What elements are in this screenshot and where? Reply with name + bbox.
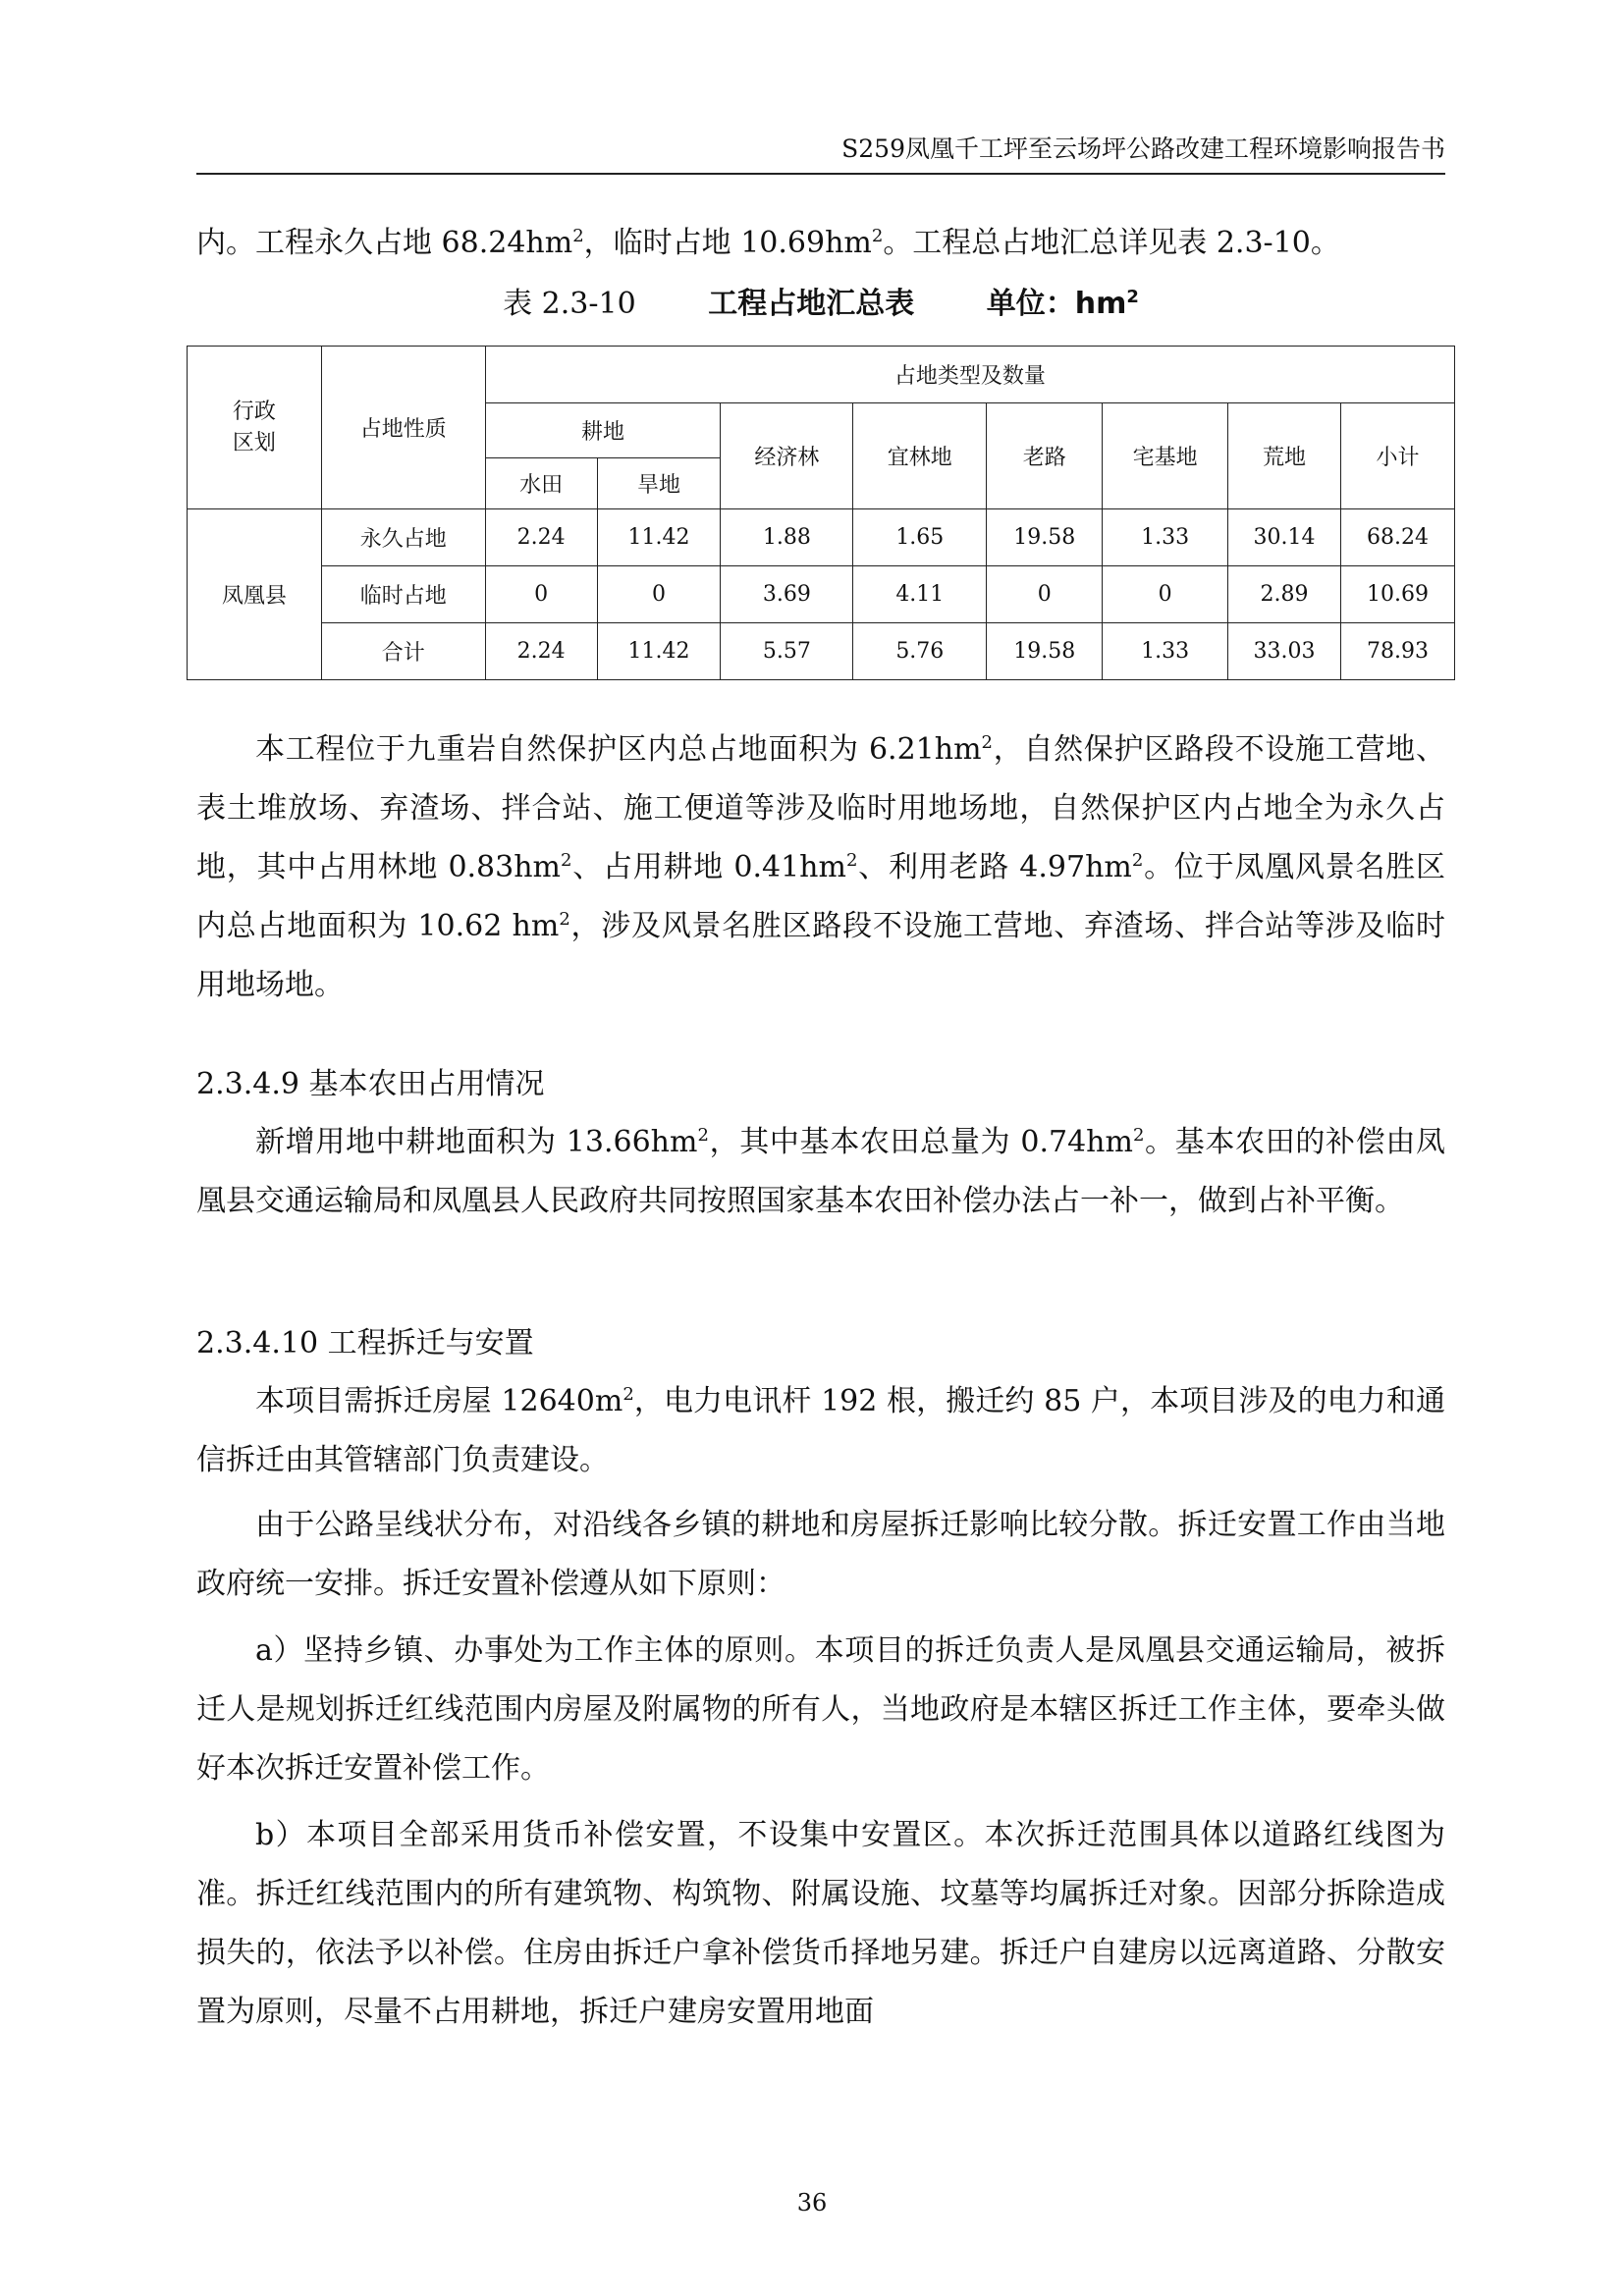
header-forestable-land: 宜林地: [853, 403, 987, 509]
page-number: 36: [796, 2189, 828, 2216]
value-cell: 1.65: [853, 509, 987, 566]
table-number: 表 2.3-10: [503, 287, 636, 321]
table-row: [188, 623, 1455, 680]
value-cell: 2.24: [485, 509, 597, 566]
value-cell: 3.69: [721, 566, 853, 623]
value-cell: 78.93: [1340, 623, 1454, 680]
table-row: [188, 566, 1455, 623]
value-cell: 11.42: [597, 623, 721, 680]
paragraph-principle-b: b）本项目全部采用货币补偿安置，不设集中安置区。本次拆迁范围具体以道路红线图为准。拆迁红线范围内的所有建筑物、构筑物、附属设施、坟墓等均属拆迁对象。因部分拆除造成损失的，依法予以补偿。住房由拆迁户拿补偿货币择地另建。拆迁户自建房以远离道路、分散安置为原则，尽量不占用耕地，拆迁户建房安置用地面: [196, 1818, 1445, 2029]
intro-paragraph: 内。工程永久占地 $68.24hm^2$，临时占地 $10.69hm^2$。工程总占地汇总详见表 2.3-10。: [196, 226, 1340, 260]
table-unit: 单位：$hm^2$: [986, 287, 1139, 321]
value-cell: 4.11: [853, 566, 987, 623]
header-land-types: 占地类型及数量: [485, 347, 1454, 403]
table-row: [188, 509, 1455, 566]
value-cell: 68.24: [1340, 509, 1454, 566]
value-cell: 11.42: [597, 509, 721, 566]
land-occupation-table: [187, 346, 1455, 680]
header-region: 行政 区划: [188, 347, 322, 509]
page-header: [196, 110, 1445, 175]
nature-cell: 永久占地: [321, 509, 485, 566]
value-cell: 30.14: [1228, 509, 1341, 566]
section-heading-relocation: 2.3.4.10 工程拆迁与安置: [196, 1326, 534, 1361]
paragraph-principle-a: a）坚持乡镇、办事处为工作主体的原则。本项目的拆迁负责人是凤凰县交通运输局，被拆迁人是规划拆迁红线范围内房屋及附属物的所有人，当地政府是本辖区拆迁工作主体，要牵头做好本次拆迁安置补偿工作。: [196, 1633, 1445, 1786]
value-cell: 1.88: [721, 509, 853, 566]
value-cell: 1.33: [1103, 509, 1228, 566]
header-title: S259凤凰千工坪至云场坪公路改建工程环境影响报告书: [841, 134, 1445, 163]
paragraph-relocation-principles: 由于公路呈线状分布，对沿线各乡镇的耕地和房屋拆迁影响比较分散。拆迁安置工作由当地政府统一安排。拆迁安置补偿遵从如下原则：: [196, 1508, 1445, 1601]
paragraph-farmland: 新增用地中耕地面积为 $13.66hm^2$，其中基本农田总量为 $0.74hm^2$。基本农田的补偿由凤凰县交通运输局和凤凰县人民政府共同按照国家基本农田补偿办法占一补一，做到占补平衡。: [196, 1125, 1445, 1218]
value-cell: 2.89: [1228, 566, 1341, 623]
header-old-road: 老路: [987, 403, 1103, 509]
header-nature: 占地性质: [321, 347, 485, 509]
value-cell: 5.76: [853, 623, 987, 680]
header-paddy: 水田: [485, 458, 597, 509]
value-cell: 0: [987, 566, 1103, 623]
value-cell: 0: [485, 566, 597, 623]
header-farmland: 耕地: [485, 403, 721, 458]
value-cell: 19.58: [987, 623, 1103, 680]
value-cell: 2.24: [485, 623, 597, 680]
region-cell: 凤凰县: [188, 509, 322, 680]
header-subtotal: 小计: [1340, 403, 1454, 509]
header-wasteland: 荒地: [1228, 403, 1341, 509]
nature-cell: 合计: [321, 623, 485, 680]
section-heading-farmland: 2.3.4.9 基本农田占用情况: [196, 1067, 545, 1101]
value-cell: 19.58: [987, 509, 1103, 566]
value-cell: 5.57: [721, 623, 853, 680]
paragraph-demolition: 本项目需拆迁房屋 $12640m^2$，电力电讯杆 192 根，搬迁约 85 户，本项目涉及的电力和通信拆迁由其管辖部门负责建设。: [196, 1384, 1445, 1477]
value-cell: 0: [1103, 566, 1228, 623]
header-homestead: 宅基地: [1103, 403, 1228, 509]
value-cell: 0: [597, 566, 721, 623]
value-cell: 1.33: [1103, 623, 1228, 680]
table-caption: [196, 279, 1445, 322]
nature-cell: 临时占地: [321, 566, 485, 623]
header-economic-forest: 经济林: [721, 403, 853, 509]
header-dryland: 旱地: [597, 458, 721, 509]
table-title: 工程占地汇总表: [708, 287, 915, 321]
paragraph-nature-reserve: 本工程位于九重岩自然保护区内总占地面积为 $6.21hm^2$，自然保护区路段不设施工营地、表土堆放场、弃渣场、拌合站、施工便道等涉及临时用地场地，自然保护区内占地全为永久占地，其中占用林地 $0.83hm^2$、占用耕地 $0.41hm^2$、利用老路 $4.97hm^2$。位于凤凰风景名胜区内总占地面积为 10.62 $hm^2$，涉及风景名胜区路段不设施工营地、弃渣场、拌合站等涉及临时用地场地。: [196, 732, 1446, 1002]
value-cell: 10.69: [1340, 566, 1454, 623]
value-cell: 33.03: [1228, 623, 1341, 680]
